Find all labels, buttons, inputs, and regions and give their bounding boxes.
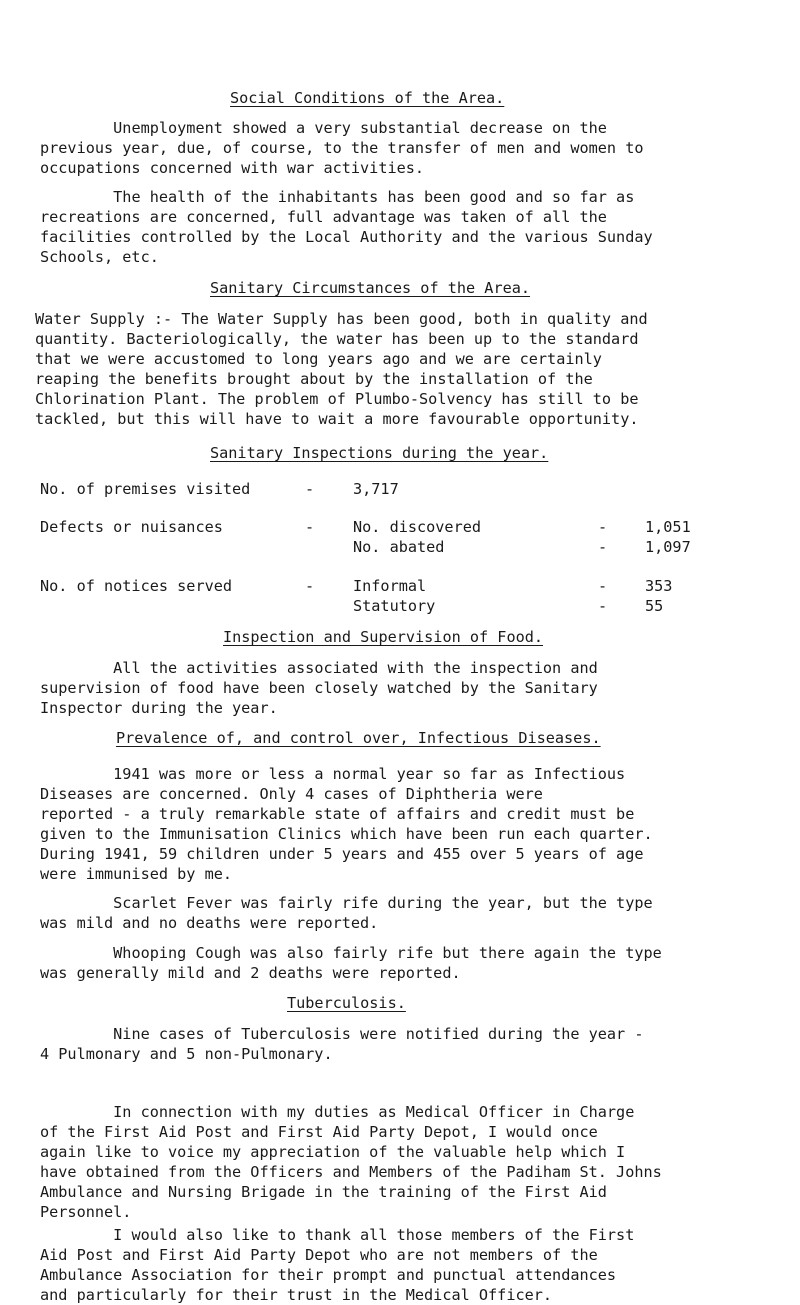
inspections-heading: Sanitary Inspections during the year. <box>210 444 549 462</box>
table-row <box>40 517 760 537</box>
thanks-paragraph: I would also like to thank all those members of the First Aid Post and First Aid Party Depot who are not members of the Ambulance Association for their prompt and punctual attendances and particularly for their trust in the Medical Officer. <box>40 1226 635 1304</box>
table-row <box>40 596 760 616</box>
premises-label: No. of premises visited <box>40 480 251 498</box>
water-supply-paragraph: Water Supply :- The Water Supply has been good, both in quality and quantity. Bacteriologically, the water has been up to the standard that we were accustomed to long years ago and we are certainly reaping the benefits brought about by the installation of the Chlorination Plant. The problem of Plumbo-Solvency has still to be tackled, but this will have to wait a more favourable opportunity. <box>35 310 648 428</box>
health-paragraph: The health of the inhabitants has been good and so far as recreations are concerned, full advantage was taken of all the facilities controlled by the Local Authority and the various Sunday Schools, etc. <box>40 188 653 266</box>
diphtheria-paragraph: 1941 was more or less a normal year so far as Infectious Diseases are concerned. Only 4 cases of Diphtheria were reported - a truly remarkable state of affairs and credit must be given to the Immunisation Clinics which have been run each quarter. During 1941, 59 children under 5 years and 455 over 5 years of age were immunised by me. <box>40 765 653 883</box>
table-row <box>40 479 760 499</box>
defects-discovered-value: 1,051 <box>645 518 691 536</box>
food-heading: Inspection and Supervision of Food. <box>223 628 544 646</box>
table-row <box>40 576 760 596</box>
sanitary-heading: Sanitary Circumstances of the Area. <box>210 279 531 297</box>
dash: - <box>305 480 315 498</box>
scarlet-fever-paragraph: Scarlet Fever was fairly rife during the year, but the type was mild and no deaths were reported. <box>40 894 653 932</box>
table-row <box>40 537 760 557</box>
tuberculosis-heading: Tuberculosis. <box>287 994 406 1012</box>
page-title: Social Conditions of the Area. <box>230 89 505 107</box>
dash: - <box>305 518 315 536</box>
dash: - <box>598 538 608 556</box>
dash: - <box>305 577 315 595</box>
notices-label: No. of notices served <box>40 577 233 595</box>
whooping-cough-paragraph: Whooping Cough was also fairly rife but there again the type was generally mild and 2 deaths were reported. <box>40 944 662 982</box>
notices-statutory-label: Statutory <box>353 597 436 615</box>
dash: - <box>598 518 608 536</box>
first-aid-paragraph: In connection with my duties as Medical Officer in Charge of the First Aid Post and First Aid Party Depot, I would once again like to voice my appreciation of the valuable help which I have obtained from the Officers and Members of the Padiham St. Johns Ambulance and Nursing Brigade in the training of the First Aid Personnel. <box>40 1103 662 1221</box>
defects-abated-label: No. abated <box>353 538 445 556</box>
defects-label: Defects or nuisances <box>40 518 223 536</box>
premises-value: 3,717 <box>353 480 399 498</box>
food-paragraph: All the activities associated with the inspection and supervision of food have been closely watched by the Sanitary Inspector during the year. <box>40 659 598 717</box>
notices-statutory-value: 55 <box>645 597 664 615</box>
defects-discovered-label: No. discovered <box>353 518 482 536</box>
unemployment-paragraph: Unemployment showed a very substantial decrease on the previous year, due, of course, to the transfer of men and women to occupations concerned with war activities. <box>40 119 644 177</box>
dash: - <box>598 597 608 615</box>
notices-informal-value: 353 <box>645 577 673 595</box>
notices-informal-label: Informal <box>353 577 427 595</box>
dash: - <box>598 577 608 595</box>
infectious-heading: Prevalence of, and control over, Infectious Diseases. <box>116 729 601 747</box>
defects-abated-value: 1,097 <box>645 538 691 556</box>
tuberculosis-paragraph: Nine cases of Tuberculosis were notified during the year - 4 Pulmonary and 5 non-Pulmonary. <box>40 1025 644 1063</box>
